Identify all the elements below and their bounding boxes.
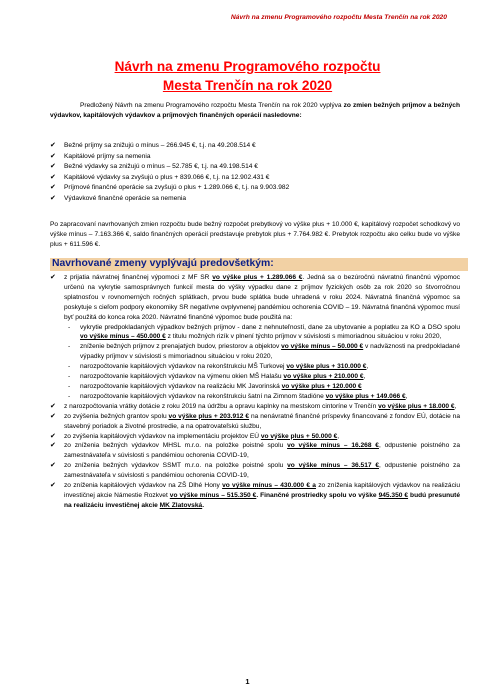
checkmark-icon: ✔ [50,442,56,450]
summary-checklist [50,141,460,205]
sub-list-item [50,392,460,402]
sub-list-item [50,372,460,382]
item-amount: vo výške plus + 1.289.066 € [212,274,303,281]
list-item [50,273,460,323]
item-amount: vo výške plus + 203.912 € [168,412,250,420]
checklist-text: Výdavkové finančné operácie sa nemenia [64,194,187,202]
section-heading-bar [50,258,468,271]
checkmark-icon: ✔ [50,274,56,281]
item-amount: vo výške mínus – 50.000 € [281,343,364,351]
item-text: , [363,373,366,381]
dash-bullet: - [68,363,71,371]
item-text: v nadväznosti na predpokladané výpadky príjmov v súvislosti s mimoriadnou situáciou v roku 2020, [80,343,460,361]
intro-bold-text: zo zmien bežných príjmov a bežných výdavkov, kapitálových výdavkov a príjmových finančných operácií nasledovne: [50,102,460,119]
checklist-item [50,194,460,205]
item-text: narozpočtovanie kapitálových výdavkov na rekonštrukciu šatní na Zimnom štadióne [80,392,326,400]
checklist-item [50,152,460,163]
checkmark-icon: ✔ [50,184,56,192]
checklist-text: Kapitálové príjmy sa nemenia [64,152,151,160]
item-text: , [337,432,340,440]
item-text: z narozpočtovania vrátky dotácie z roku 2019 na údržbu a opravu kaplnky na mestskom cintoríne v Trenčín [64,402,379,410]
item-amount: vo výške plus + 18.000 € [378,402,455,410]
item-amount: vo výške plus + 210.000 € [283,373,364,381]
item-text: vykrytie predpokladaných výpadkov bežných príjmov - dane z nehnuteľností, dane za ubytovanie a poplatku za KO a DSO spolu [80,323,460,331]
item-amount: vo výške plus + 50.000 € [260,432,338,440]
list-item [50,461,460,481]
item-text: zo zníženia bežných výdavkov MHSL m.r.o. na položke poistné spolu [64,442,288,450]
checklist-text: Kapitálové výdavky sa zvyšujú o plus + 839.066 €, t.j. na 12.902.431 € [64,173,270,181]
item-text: zo zníženia kapitálových výdavkov na ZŠ Dlhé Hony [64,482,223,490]
dash-bullet: - [68,373,71,381]
item-text: . Jedná sa o bezúročnú návratnú finančnú výpomoc určenú na vykrytie samosprávnych funkcií mesta do výšky výpadku dane z príjmov fyzických osôb za rok 2020 so štvorročnou splatnosťou v rovnomerných ročných splátkach, prvou bude splátka bude uhradená v roku 2024. Návratná finančná výpomoc sa poskytuje s cieľom podpory ekonomiky SR negatívne ovplyvnenej pandémiou ochorenia COVID – 19. Návratná finančná výpomoc musí byť použitá do konca roka 2020. Návratné finančné výpomoc bude použitá na: [64,274,460,321]
checkmark-icon: ✔ [50,163,56,171]
document-title-line1: Návrh na zmenu Programového rozpočtu [114,59,381,74]
section-heading: Navrhované zmeny vyplývajú predovšetkým: [52,258,274,269]
checklist-text: Bežné výdavky sa znižujú o mínus – 52.785 €, t.j. na 49.198.514 € [64,163,258,171]
item-text: narozpočtovanie kapitálových výdavkov na rekonštrukciu MŠ Turkovej [80,363,287,371]
item-text: , odpustenie poistného za zamestnávateľa v súvislosti s pandémiou ochorenia COVID-19, [64,442,460,460]
item-text: zo zvýšenia bežných grantov spolu [64,412,169,420]
checkmark-icon: ✔ [50,173,56,181]
dash-bullet: - [68,382,71,390]
list-item [50,441,460,461]
checkmark-icon: ✔ [50,482,56,490]
document-title-line2: Mesta Trenčín na rok 2020 [162,78,333,93]
dash-bullet: - [68,343,71,351]
item-text: , odpustenie poistného za zamestnávateľa v súvislosti s pandémiou ochorenia COVID-19, [64,462,460,480]
item-text: na nenávratné finančné príspevky financované z fondov EÚ, dotácie na stavebný poriadok a životné prostredie, a na opatrovateľskú službu, [64,412,460,430]
item-text: zo zvýšenia kapitálových výdavkov na implementáciu projektov EÚ [64,432,261,440]
checkmark-icon: ✔ [50,412,56,420]
checkmark-icon: ✔ [50,142,56,149]
item-text: zo zníženia kapitálových výdavkov na realizáciu investičnej akcie Námestie Rozkvet [64,482,460,499]
item-amount: vo výške mínus – 450.000 € [80,333,166,341]
checklist-item [50,183,460,194]
checkmark-icon: ✔ [50,402,56,410]
checkmark-icon: ✔ [50,194,56,202]
item-text: zníženie bežných príjmov z prenajatých budov, priestorov a objektov [80,343,282,351]
item-amount: vo výške mínus – 430.000 € a [222,482,316,490]
item-text: , [405,392,408,400]
sub-list-item [50,342,460,362]
item-amount: vo výške mínus – 515.350 € [169,491,257,499]
list-item [50,432,460,442]
item-amount: MK Zlatovská [159,501,203,509]
item-text: z prijatia návratnej finančnej výpomoci z MF SR [64,274,213,281]
intro-paragraph [50,101,460,121]
checklist-text: Príjmové finančné operácie sa zvyšujú o plus + 1.289.066 €, t.j. na 9.903.982 [64,184,290,192]
list-item [50,402,460,412]
item-amount: vo výške mínus – 36.517 € [287,462,379,470]
page-number: 1 [245,677,250,686]
item-text: narozpočtovanie kapitálových výdavkov na realizáciu MK Javorinská [80,382,282,390]
item-text: . Finančné prostriedky spolu vo výške [256,491,379,499]
item-text: budú presunuté na realizáciu investičnej akcie [64,491,461,509]
running-header: Návrh na zmenu Programového rozpočtu Mesta Trenčín na rok 2020 [230,14,447,21]
dash-bullet: - [68,323,71,331]
item-text: z titulu možných rizík v plnení týchto príjmov v súvislosti s mimoriadnou situáciou v roku 2020, [165,333,442,341]
checklist-item [50,141,460,152]
checklist-item [50,162,460,173]
checkmark-icon: ✔ [50,432,56,440]
summary-paragraph: Po zapracovaní navrhovaných zmien rozpočtu bude bežný rozpočet prebytkový vo výške plus + 10.000 €, kapitálový rozpočet schodkový vo výške mínus – 7.163.366 €, saldo finančných operácií predstavuje prebytok plus + 7.764.982 €. Prebytok rozpočtu ako celku bude vo výške plus + 611.596 €. [50,221,460,249]
item-amount: vo výške plus + 120.000 € [281,382,362,390]
list-item [50,412,460,432]
checkmark-icon: ✔ [50,152,56,160]
item-text: , [366,363,369,371]
checklist-item [50,173,460,184]
item-text: zo zníženia bežných výdavkov SSMT m.r.o. na položke poistné spolu [64,462,288,470]
checkmark-icon: ✔ [50,462,56,470]
item-text: narozpočtovanie kapitálových výdavkov na výmenu okien MŠ Halašu [80,373,284,381]
list-item: ✔ zo zníženia kapitálových výdavkov na ZŠ Dlhé Hony vo výške mínus – 430.000 € a zo zníženia kapitálových výdavkov na realizáciu investičnej akcie Námestie Rozkvet vo výške mínus – 515.350 €. Finančné prostriedky spolu vo výške 945.350 € budú presunuté na realizáciu investičnej akcie MK Zlatovská. [50,482,461,509]
checklist-text: Bežné príjmy sa znižujú o mínus – 266.945 €, t.j. na 49.208.514 € [64,142,256,149]
sub-list-item [50,382,460,392]
item-amount: vo výške plus + 149.066 € [325,392,406,400]
item-amount: 945.350 € [378,491,409,499]
item-text: , [454,402,457,410]
intro-text: Predložený Návrh na zmenu Programového rozpočtu Mesta Trenčín na rok 2020 vyplýva [80,102,344,109]
item-amount: vo výške plus + 310.000 € [286,363,367,371]
changes-list [50,273,460,511]
dash-bullet: - [68,392,71,400]
sub-list-item [50,362,460,372]
sub-list-item [50,323,460,343]
item-amount: vo výške mínus – 16.268 € [287,442,379,450]
